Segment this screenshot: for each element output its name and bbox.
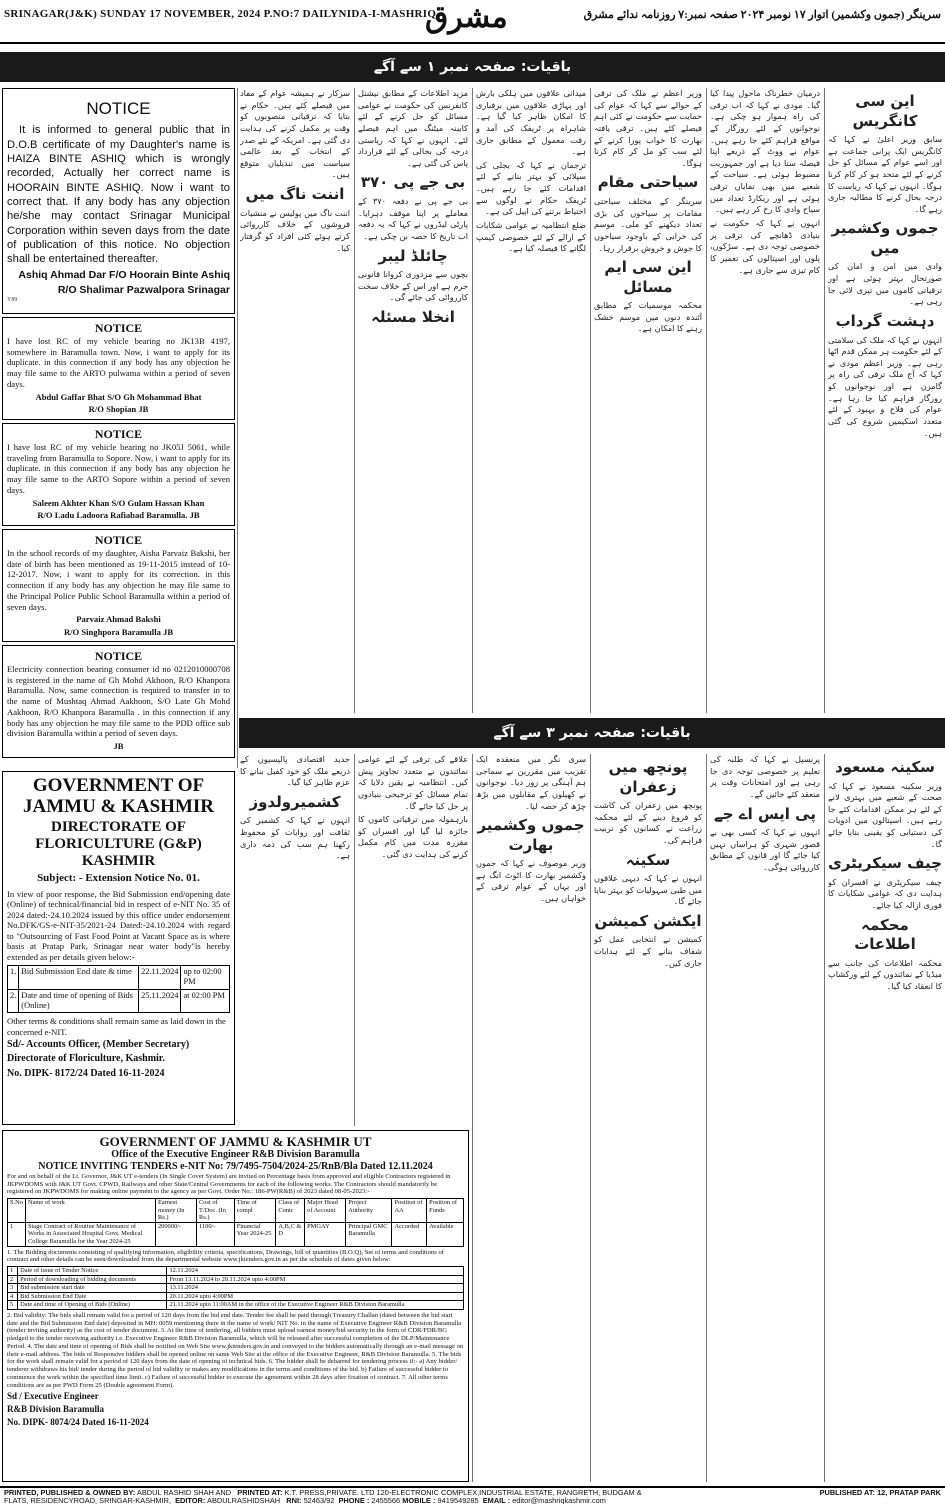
imprint-footer <box>0 1486 945 1504</box>
column-divider <box>590 88 591 713</box>
table-cell: 3 <box>8 1284 18 1293</box>
urdu-column-2 <box>710 88 820 713</box>
column-divider <box>706 754 707 1482</box>
table-cell: PMGAY <box>305 1222 346 1246</box>
table-cell: Period of downloading of bidding documents <box>18 1275 167 1284</box>
article-headline: پونچھ میں زعفران <box>608 758 688 796</box>
article-headline: کشمیرولدوز <box>249 792 341 811</box>
notice-signature: Ashiq Ahmad Dar F/O Hoorain Binte Ashiq <box>18 268 230 281</box>
tender-title: GOVERNMENT OF JAMMU & KASHMIR UT <box>99 1134 372 1149</box>
article-headline: محکمہ اطلاعات <box>854 915 916 954</box>
imprint-mobile: 9419549285 <box>437 1496 479 1504</box>
gov-dates-table <box>7 965 230 1013</box>
imprint-label: RNI: <box>286 1496 302 1504</box>
table-row <box>8 1292 464 1301</box>
article-text: وزیر موصوف نے کہا کہ جموں وکشمیر بھارت کا اٹوٹ انگ ہے اور یہاں کے عوام ترقی کے خواہاں ہیں۔ <box>476 858 586 904</box>
article-text: انہوں نے کہا کہ کشمیر کی ثقافت اور روایات کو محفوظ رکھنا ہم سب کی ذمہ داری ہے۔ <box>240 815 350 861</box>
table-cell: Accorded <box>392 1222 427 1246</box>
gov-remarks: Other terms & conditions shall remain same as laid down in the concerned e-NIT. <box>7 1016 226 1037</box>
notice-electricity <box>2 645 235 758</box>
urdu-column-5 <box>358 88 468 713</box>
notice-title: NOTICE <box>94 649 143 663</box>
column-header: Class of Contr <box>276 1199 305 1223</box>
table-cell: up to 02:00 PM <box>181 966 230 990</box>
tender-division: R&B Division Baramulla <box>7 1404 105 1415</box>
table-cell: 1. <box>8 966 19 990</box>
newspaper-logo: مشرق <box>425 0 508 35</box>
table-row <box>8 1301 464 1310</box>
tender-terms: 2. Bid validity: The bids shall remain valid for a period of 120 days from the bid end date. Tender fee shall be paid through Treasury Challan (dated between the bid start date and the Bid Submission End date) deposited in MH: 0059 mentioning there in the name of work/ NIT No. in the name of Executive Engineer R&B Division Baramulla (tender inviting authority) as the cost of tender document. 3. At the time of tendering, all bidders must upload earnest money/bid security in the form of CDR/FDR/BG pledged to the tender receiving authority i.e. Executive Engineer R&B Division Baramulla, which will be released after successful completion of the DLP/Maintenance Period. 4. The date and time of opening of Bids shall be notified on Web Site www.jktenders.gov.in and conveyed to the bidders automatically through an e-mail message on their e-mail address. The bids of Responsive bidders shall be opened online on same Web Site at the office of the Executive Engineer, R&B Division Baramulla. 5. The bids for the work shall remain valid for a period of 120 days from the date of opening of technical bids. 6. The bidder shall be debarred for tendering process if:- a) Any bidder/ tenderer withdraws his bid/ tender during the period of bid validity or makes any modifications in the terms and conditions of the bid. b) Failure of successful bidder to commence the work within the specified time limit. c) Failure of successful bidder to execute the agreement within 28 days after fixation of contract. 7. All other terms conditions are as per PWD Form 25 (Double agreement Form). <box>7 1311 464 1389</box>
column-divider <box>706 88 707 713</box>
imprint-label: EMAIL : <box>482 1496 511 1504</box>
notice-code: Y89 <box>7 296 18 303</box>
table-header-row <box>8 1199 464 1223</box>
gov-title: GOVERNMENT OF JAMMU & KASHMIR <box>22 775 215 817</box>
article-text: مزید اطلاعات کے مطابق نیشنل کانفرنس کی حکومت نے عوامی مسائل کو حل کرنے کے لئے کابینہ میٹنگ میں اہم فیصلے لئے۔ انہوں نے کہا کہ ریاستی درجہ کی بحالی کے لئے قرارداد پاس کی گئی ہے۔ <box>358 88 468 168</box>
masthead <box>0 0 945 44</box>
urdu-column-6 <box>240 88 350 713</box>
notice-lost-rc-1 <box>2 317 235 420</box>
table-cell: 2 <box>8 1275 18 1284</box>
article-text: سری نگر میں منعقدہ ایک تقریب میں مقررین نے سماجی ہم آہنگی پر زور دیا۔ نوجوانوں نے کھیلوں کے مقابلوں میں بڑھ چڑھ کر حصہ لیا۔ <box>476 754 586 811</box>
gov-signatory: Sd/- Accounts Officer, (Member Secretary) <box>7 1039 190 1051</box>
imprint-label: EDITOR: <box>175 1496 206 1504</box>
notice-title: NOTICE <box>94 427 143 441</box>
article-text: سابق وزیر اعلیٰ نے کہا کہ کانگریس ایک پرانی جماعت ہے اور اسے عوام کے مسائل کو حل کرنے کے لئے متحد ہو کر کام کرنا ہوگا۔ انہوں نے کہا کہ ریاست کا درجہ بحال کرنے کا مطالبہ جاری رہے گا۔ <box>828 134 942 214</box>
column-header: Project Authority <box>346 1199 392 1223</box>
table-cell: 1100/- <box>197 1222 235 1246</box>
table-row <box>8 1275 464 1284</box>
article-text: ضلع انتظامیہ نے عوامی شکایات کے ازالے کے لئے خصوصی کیمپ لگانے کا فیصلہ کیا ہے۔ <box>476 220 586 254</box>
article-headline: اننت ناگ میں <box>245 185 345 204</box>
column-divider <box>590 754 591 1482</box>
tender-work-table <box>7 1198 464 1246</box>
masthead-date-line: SRINAGAR(J&K) SUNDAY 17 NOVEMBER, 2024 P.NO:7 DAILYNIDA-I-MASHRIQ <box>4 8 437 20</box>
table-cell: A,B,C & D <box>276 1222 305 1246</box>
table-row <box>8 1222 464 1246</box>
gov-subject: Subject: - Extension Notice No. 01. <box>37 872 200 885</box>
imprint-line-2 <box>4 1497 941 1504</box>
tender-nit-number: NOTICE INVITING TENDERS e-NIT No: 79/7495-7504/2024-25/RnB/Bla Dated 12.11.2024 <box>38 1161 433 1173</box>
urdu-lower-column-2 <box>710 754 820 1482</box>
table-cell: 12.11.2024 <box>167 1267 464 1276</box>
notices-column <box>2 88 235 761</box>
article-text: کمیشن نے انتخابی عمل کو شفاف بنانے کے لئے ہدایات جاری کیں۔ <box>594 934 702 968</box>
notice-signature: Abdul Gaffar Bhat S/O Gh Mohammad Bhat <box>35 391 202 402</box>
article-text: وادی میں امن و امان کی صورتحال بہتر ہوئی ہے اور ترقیاتی کاموں میں تیزی لائی جا رہی ہے۔ <box>828 261 942 307</box>
article-text: بی جے پی نے دفعہ ۳۷۰ کے معاملے پر اپنا موقف دہرایا۔ پارٹی لیڈروں نے کہا کہ یہ دفعہ اب تاریخ کا حصہ بن چکی ہے۔ <box>358 195 468 241</box>
notice-lost-rc-2 <box>2 423 235 526</box>
column-header: Cost of T/Doc. (In Rs.) <box>197 1199 235 1223</box>
imprint-label: PRINTED AT: <box>237 1488 283 1497</box>
article-headline: این سی کانگریس <box>852 92 918 130</box>
tender-schedule-table <box>7 1266 464 1310</box>
imprint-label: PHONE : <box>338 1496 370 1504</box>
table-cell: Date and time of Opening of Bids (Online) <box>18 1301 167 1310</box>
table-cell: Bid submission start date <box>18 1284 167 1293</box>
column-header: Earnest money (In Rs.) <box>155 1199 196 1223</box>
article-headline: پی ایس اے جے <box>714 804 816 823</box>
imprint-pub-address: 12, PRATAP PARK <box>877 1488 941 1497</box>
table-cell: Financial Year 2024-25 <box>234 1222 276 1246</box>
article-text: وزیر سکینہ مسعود نے کہا کہ صحت کے شعبے میں بہتری لانے کے لئے ہر ممکن اقدامات کئے جا رہے ہیں۔ اسپتالوں میں ادویات کی دستیابی کو یقینی بنایا جائے گا۔ <box>828 780 942 849</box>
column-divider <box>237 88 238 768</box>
table-cell: 200000/- <box>155 1222 196 1246</box>
article-text: علاقے کی ترقی کے لئے عوامی نمائندوں نے متعدد تجاویز پیش کیں۔ انتظامیہ نے یقین دلایا کہ تمام مسائل کو ترجیحی بنیادوں پر حل کیا جائے گا۔ <box>358 754 468 811</box>
article-text: درمیان خطرناک ماحول پیدا کیا گیا۔ مودی نے کہا کہ اب ترقی کی راہ ہموار ہو چکی ہے۔ نوجوانوں کے لئے روزگار کے مواقع فراہم کئے جا رہے ہیں۔ عوام نے ووٹ کے ذریعے اپنا فیصلہ سنا دیا ہے اور جمہوریت مضبوط ہوئی ہے۔ سیاحت کے شعبے میں بھی نمایاں ترقی ہوئی ہے اور ریکارڈ تعداد میں سیاح وادی کا رخ کر رہے ہیں۔ <box>710 88 820 215</box>
notice-body: Electricity connection bearing consumer id no 0212010000708 is registered in the name of Gh Mohd Akhoon, R/O Khanpora Baramulla. Now, same connection is required to transfer in to the name of Mushtaq Ahmad Aakhoon, S/O Late Gh Mohd Aakhoon, R/O Khanpora Baramulla . in this connection if any body has any objection he may file same to the PDD office sub division Baramulla within a period of seven days. <box>7 664 230 739</box>
urdu-lower-column-4 <box>476 754 586 1482</box>
urdu-lower-column-3 <box>594 754 702 1482</box>
imprint-email[interactable]: editor@mashriqkashmir.com <box>512 1496 606 1504</box>
imprint-owner: ABDUL RASHID SHAH AND <box>136 1488 232 1497</box>
masthead-urdu-date-line: سرینگر (جموں وکشمیر) اتوار ۱۷ نومبر ۲۰۲۴ صفحہ نمبر:۷ روزنامہ ندائے مشرق <box>583 9 941 21</box>
notice-body: In the school records of my daughter, Aisha Parvaiz Bakshi, her date of birth has been mentioned as 19-11-2015 instead of 10-12-2017. Now, i want to apply for its correction. in this connection if any body has any objection he may file same to the Principal Police Public School Baramulla within a period of seven days. <box>7 548 230 612</box>
column-divider <box>824 754 825 1482</box>
imprint-press: K.T. PRESS,PRIVATE. LTD 120-ELECTRONIC COMPLEX,INDUSTRIAL ESTATE, RANGRETH, BUDGAM & <box>284 1488 642 1497</box>
column-header: Position of AA <box>392 1199 427 1223</box>
notice-address: R/O Shopian JB <box>88 404 149 415</box>
table-cell: 4 <box>8 1292 18 1301</box>
column-header: Position of Funds <box>427 1199 464 1223</box>
article-headline: جموں وکشمیر میں <box>831 219 939 257</box>
imprint-flats: FLATS, RESIDENCYROAD, SRINGAR-KASHMIR, <box>4 1496 171 1504</box>
continuation-banner-page3: باقیات: صفحہ نمبر ۳ سے آگے <box>239 718 945 748</box>
notice-address: R/O Ladu Ladoora Rafiabad Baramulla. JB <box>37 510 200 521</box>
table-cell: Bid Submission End date & time <box>19 966 139 990</box>
notice-dob-school <box>2 529 235 642</box>
column-divider <box>354 88 355 713</box>
notice-body: It is informed to general public that in D.O.B certificate of my Daughter's name is HAIZA BINTE ASHIQ which is wrongly recorded, Actually her correct name is HOORAIN BINTE ASHIQ. Now i want to correct that. If any body has any objection he/she may contact Srinagar Municipal Corporation within seven days from the date of publication of this notice. No objection shall be entertained thereafter. <box>7 124 230 266</box>
article-text: انہوں نے کہا کہ ملک کی سلامتی کے لئے حکومت ہر ممکن قدم اٹھا رہی ہے۔ وزیر اعظم مودی نے کہا کہ آج ملک ترقی کی راہ پر گامزن ہے اور نوجوانوں کو روزگار فراہم کیا جا رہا ہے۔ عوام کی فلاح و بہبود کے لئے متعدد اسکیمیں شروع کی گئی ہیں۔ <box>828 334 942 438</box>
article-headline: سکینہ مسعود <box>835 758 935 776</box>
tender-dipk-number: No. DIPK- 8074/24 Dated 16-11-2024 <box>7 1416 149 1427</box>
article-text: انہوں نے کہا کہ کسی بھی بے قصور شہری کو ہراساں نہیں کیا جائے گا اور قانون کے مطابق کارروائی ہوگی۔ <box>710 827 820 872</box>
table-cell: 25.11.2024 <box>139 989 181 1013</box>
table-cell: Bid Submission End Date <box>18 1292 167 1301</box>
gov-directorate: DIRECTORATE OF FLORICULTURE (G&P) KASHMIR <box>35 819 202 869</box>
table-cell: 2. <box>8 989 19 1013</box>
floriculture-extension-notice <box>2 771 235 1125</box>
imprint-editor: ABDULRASHIDSHAH <box>207 1496 281 1504</box>
urdu-column-1 <box>828 88 942 713</box>
notice-title: NOTICE <box>86 99 151 118</box>
table-row <box>8 966 230 990</box>
notice-signature: JB <box>113 741 124 752</box>
table-row <box>8 1284 464 1293</box>
column-divider <box>472 754 473 1482</box>
table-cell: Date and time of opening of Bids (Online) <box>19 989 139 1013</box>
imprint-phone: 2455566 <box>371 1496 401 1504</box>
table-cell: 21.11.2024 upto 11:00AM in the office of the Executive Engineer R&B Division Baramulla <box>167 1301 464 1310</box>
table-cell: 1 <box>8 1267 18 1276</box>
article-headline: ایکشن کمیشن <box>594 911 702 930</box>
article-text: بارہمولہ میں ترقیاتی کاموں کا جائزہ لیا گیا اور افسران کو مقررہ مدت میں کام مکمل کرنے کی ہدایت دی گئی۔ <box>358 814 468 860</box>
article-headline: چائلڈ لیبر <box>378 246 448 265</box>
article-text: سرینگر کے مختلف سیاحتی مقامات پر سیاحوں کی بڑی تعداد دیکھنے کو ملی۔ موسم کی خرابی کے باوجود سیاحوں کا جوش و خروش برقرار رہا۔ <box>594 195 702 253</box>
urdu-column-4 <box>476 88 586 713</box>
imprint-label: PUBLISHED AT: <box>819 1488 875 1497</box>
article-headline: بی جے پی ۳۷۰ <box>360 173 466 192</box>
urdu-lower-column-6 <box>240 754 350 1126</box>
article-headline: انخلا مسئلہ <box>371 307 455 326</box>
article-text: پرنسپل نے کہا کہ طلبہ کی تعلیم پر خصوصی توجہ دی جا رہی ہے اور امتحانات وقت پر منعقد کئے جائیں گے۔ <box>710 754 820 799</box>
notice-signature: Saleem Akhter Khan S/O Gulam Hassan Khan <box>32 497 205 508</box>
tender-signatory: Sd / Executive Engineer <box>7 1391 99 1402</box>
article-text: میدانی علاقوں میں ہلکی بارش اور پہاڑی علاقوں میں برفباری کا امکان ظاہر کیا گیا ہے۔ شاہراہ پر ٹریفک کی آمد و رفت معمول کے مطابق جاری ہے۔ <box>476 88 586 157</box>
notice-title: NOTICE <box>94 533 143 547</box>
urdu-lower-column-5 <box>358 754 468 1126</box>
tender-bidding-note: 1. The Bidding documents consisting of qualifying information, eligibility criteria, specifications, Drawings, bill of quantities (B.O.Q), Set of terms and conditions of contract and other details can be seen/downloaded from the departmental website www.jktenders.gov.in as per the schedule of dates given below: <box>7 1248 445 1264</box>
table-cell: Available <box>427 1222 464 1246</box>
notice-address: R/O Shalimar Pazwalpora Srinagar <box>57 283 230 296</box>
table-cell: Date of issue of Tender Notice <box>18 1267 167 1276</box>
urdu-lower-column-1 <box>828 754 942 1482</box>
article-text: سرکار نے ہمیشہ عوام کے مفاد میں فیصلے کئے ہیں۔ حکام نے بتایا کہ ترقیاتی منصوبوں کو وقت پر مکمل کرنے کی ہدایت دی گئی ہے۔ امریکہ کے نئے صدر کے انتخاب کے بعد عالمی سیاست میں تبدیلیاں متوقع ہیں۔ <box>240 88 350 180</box>
table-cell: Principal GMC Baramulla <box>346 1222 392 1246</box>
table-row <box>8 1267 464 1276</box>
column-header: Name of work <box>25 1199 155 1223</box>
notice-title: NOTICE <box>94 321 143 335</box>
article-headline: دہشت گرداب <box>835 312 935 331</box>
imprint-rni: 52463/92 <box>303 1496 335 1504</box>
column-divider <box>354 754 355 1126</box>
article-headline: سکینہ <box>625 850 671 869</box>
notice-dob-correction <box>2 88 235 314</box>
table-cell: 22.11.2024 <box>139 966 181 990</box>
article-text: بچوں سے مزدوری کروانا قانونی جرم ہے اور اس کے خلاف سخت کارروائی کی جائے گی۔ <box>358 269 468 303</box>
article-text: وزیر اعظم نے ملک کی ترقی کے حوالے سے کہا کہ عوام کی حمایت سے حکومت نے کئی اہم فیصلے کئے ہیں۔ ترقی یافتہ بھارت کا خواب پورا کرنے کے لئے سب کو مل کر کام کرنا ہوگا۔ <box>594 88 702 168</box>
notice-body: I have lost RC of my vehicle bearing no JK13B 4197, somewhere in Baramulla town. Now, i want to apply for its duplicate. in this connection if any body has any objection he may file same to the ARTO pulwama within a period of seven days. <box>7 336 230 389</box>
article-text: پونچھ میں زعفران کی کاشت کو فروغ دینے کے لئے محکمہ زراعت نے کسانوں کو تربیت فراہم کی۔ <box>594 800 702 845</box>
rnb-tender-notice <box>2 1130 469 1482</box>
notice-address: R/O Singhpora Baramulla JB <box>63 627 174 638</box>
column-header: Major Head of Account <box>305 1199 346 1223</box>
notice-signature: Parvaiz Ahmad Bakshi <box>76 614 161 625</box>
article-headline: سیاحتی مقام <box>597 173 699 192</box>
article-headline: چیف سیکریٹری <box>828 854 942 873</box>
urdu-column-3 <box>594 88 702 713</box>
imprint-label: MOBILE : <box>402 1496 436 1504</box>
table-cell: 20.11.2024 upto 4:00PM <box>167 1292 464 1301</box>
article-headline: این سی ایم مسائل <box>604 258 692 296</box>
article-text: جدید اقتصادی پالیسیوں کے ذریعے ملک کو خود کفیل بنانے کا عزم ظاہر کیا گیا۔ <box>240 754 350 788</box>
article-text: انہوں نے کہا کہ حکومت نے بنیادی ڈھانچے کی ترقی پر خصوصی توجہ دی ہے۔ سڑکوں، پلوں اور اسپتالوں کی تعمیر کا کام تیزی سے جاری ہے۔ <box>710 218 820 275</box>
article-text: چیف سیکریٹری نے افسران کو ہدایت دی کہ عوامی شکایات کا فوری ازالہ کیا جائے۔ <box>828 876 942 911</box>
tender-intro: For and on behalf of the Lt. Governor, J&K UT e-tenders (In Single Cover System) are invited on Percentage basis from approved and eligible Contractors registered in JKPWDOMS with J&K UT Govt. CPWD, Railways and other State/Central Governments for each of the following works. The Contractors should mandatorily be registered on JKPWDOMS for making online payment to the agency as per Govt. Order No.: 186-PW(R&B) of 2023 dated 08-05-2023:- <box>7 1172 451 1196</box>
table-cell: at 02:00 PM <box>181 989 230 1013</box>
table-cell: 1 <box>8 1222 26 1246</box>
gov-body: In view of poor response, the Bid Submission end/opening date (Online) of technical/financial bid in respect of e-NIT No. 35 of 2024 dated:-24.10.2024 issued by this office under endorsement No.DFK/GS-e-NIT-35/2021-24 Dated:-24.10.2024 with regard to "Outsourcing of Fast Food Point at Vacant Space as is where basis at Pratap Park, Srinagar near water body"is hereby extended as per details given below:- <box>7 888 230 962</box>
table-cell: From 13.11.2024 to 20.11.2024 upto 4:00PM <box>167 1275 464 1284</box>
table-row <box>8 989 230 1013</box>
article-text: ترجمان نے کہا کہ بجلی کی سپلائی کو بہتر بنانے کے لئے اقدامات کئے جا رہے ہیں۔ ٹریفک حکام نے لوگوں سے احتیاط برتنے کی اپیل کی ہے۔ <box>476 159 586 217</box>
article-text: اننت ناگ میں پولیس نے منشیات فروشوں کے خلاف کارروائی کرتے ہوئے کئی افراد کو گرفتار کیا۔ <box>240 207 350 253</box>
imprint-published-at <box>820 1489 941 1497</box>
article-text: انہوں نے کہا کہ دیہی علاقوں میں طبی سہولیات کو بہتر بنایا جائے گا۔ <box>594 873 702 907</box>
article-text: محکمہ اطلاعات کی جانب سے میڈیا کے نمائندوں کے لئے ورکشاپ کا انعقاد کیا گیا۔ <box>828 957 942 992</box>
column-header: Time of compl <box>234 1199 276 1223</box>
column-divider <box>472 88 473 713</box>
article-headline: جموں وکشمیر بھارت <box>477 816 585 854</box>
column-divider <box>824 88 825 713</box>
column-header: S.No <box>8 1199 26 1223</box>
table-cell: Stage Contract of Routine Maintenance of Works in Associated Hospital Govt. Medical College Baramulla for the Year 2024-25 <box>25 1222 155 1246</box>
notice-body: I have lost RC of my vehicle bearing no JK05J 5061, while traveling from Baramulla to Sopore. Now, i want to apply for its duplicate. in this connection if any body has any objection he may file same to the ARTO Sopore within a period of seven days. <box>7 442 230 495</box>
continuation-banner-page1: باقیات: صفحہ نمبر ۱ سے آگے <box>0 52 945 82</box>
tender-office: Office of the Executive Engineer R&B Division Baramulla <box>111 1149 360 1161</box>
imprint-label: PRINTED, PUBLISHED & OWNED BY: <box>4 1488 136 1497</box>
gov-directorate-sign: Directorate of Floriculture, Kashmir. <box>7 1053 165 1065</box>
gov-dipk-number: No. DIPK- 8172/24 Dated 16-11-2024 <box>7 1067 165 1079</box>
table-cell: 13.11.2024 <box>167 1284 464 1293</box>
article-text: محکمہ موسمیات کے مطابق آئندہ دنوں میں موسم خشک رہنے کا امکان ہے۔ <box>594 300 702 334</box>
table-cell: 5 <box>8 1301 18 1310</box>
